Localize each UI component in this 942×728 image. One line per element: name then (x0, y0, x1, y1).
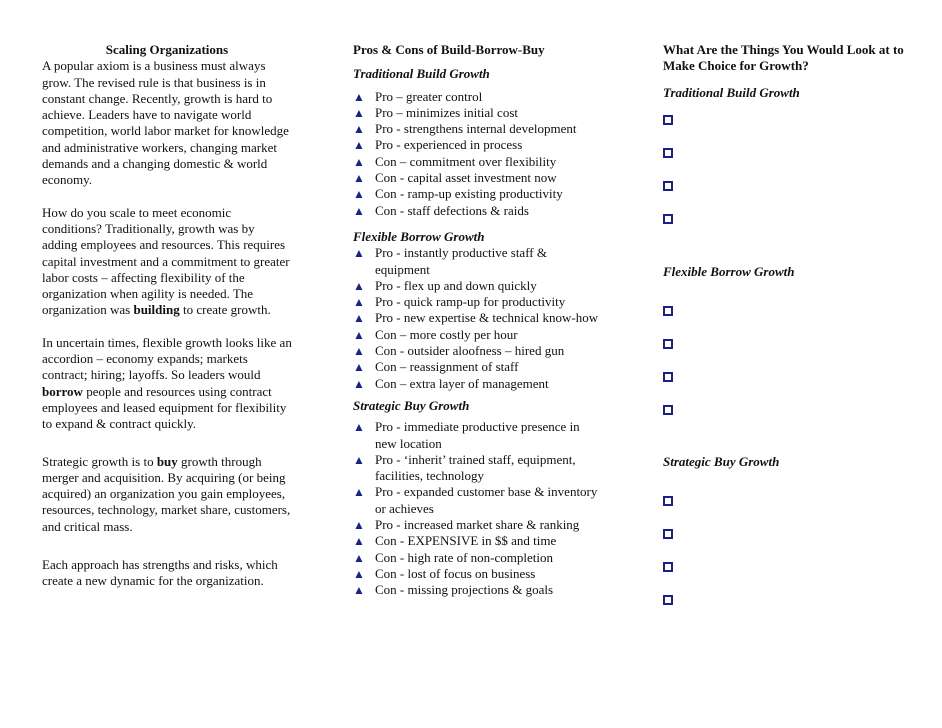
text: people and resources using contract employees and leased equipment for flexibility to expand & contract quickly. (42, 383, 287, 432)
bullet-text: Pro - instantly productive staff & equipment (375, 245, 547, 277)
buy-list (353, 419, 603, 598)
text: Strategic growth is to (42, 453, 157, 469)
triangle-bullet-icon: ▲ (353, 376, 365, 391)
bullet-item (353, 533, 603, 549)
bullet-item (353, 343, 603, 359)
bullet-item (353, 376, 603, 392)
bullet-text: Pro - new expertise & technical know-how (375, 310, 599, 326)
triangle-bullet-icon: ▲ (353, 138, 365, 153)
column-title: What Are the Things You Would Look at to Make Choice for Growth? (663, 42, 904, 74)
bullet-text: Con - capital asset investment now (375, 170, 557, 186)
square-bullet-icon (663, 214, 673, 224)
triangle-bullet-icon: ▲ (353, 583, 365, 598)
bullet-text: Con – extra layer of management (375, 375, 549, 391)
triangle-bullet-icon: ▲ (353, 89, 365, 104)
buy-section-title: Strategic Buy Growth (353, 397, 470, 413)
bullet-text: Pro - immediate productive presence in new location (375, 419, 580, 451)
blank-bullet-item (663, 523, 913, 556)
square-bullet-icon (663, 148, 673, 158)
triangle-bullet-icon: ▲ (353, 452, 365, 467)
bullet-item (353, 137, 603, 153)
bullet-text: Con - lost of focus on business (375, 565, 536, 581)
bullet-item (353, 278, 603, 294)
triangle-bullet-icon: ▲ (353, 485, 365, 500)
bullet-item (353, 154, 603, 170)
bullet-text: Pro - increased market share & ranking (375, 517, 580, 533)
triangle-bullet-icon: ▲ (353, 566, 365, 581)
build-section-title: Traditional Build Growth (663, 84, 800, 100)
triangle-bullet-icon: ▲ (353, 171, 365, 186)
triangle-bullet-icon: ▲ (353, 105, 365, 120)
triangle-bullet-icon: ▲ (353, 122, 365, 137)
triangle-bullet-icon: ▲ (353, 311, 365, 326)
bullet-item (353, 582, 603, 598)
square-bullet-icon (663, 405, 673, 415)
scaling-organizations-column (42, 42, 292, 590)
bullet-item (353, 170, 603, 186)
borrow-section-title: Flexible Borrow Growth (663, 263, 795, 279)
bullet-item (353, 484, 603, 517)
bullet-item (353, 89, 603, 105)
bullet-text: Pro – greater control (375, 88, 483, 104)
pros-cons-column (353, 42, 603, 599)
borrow-blank-items (663, 300, 913, 432)
bullet-item (353, 186, 603, 202)
bullet-text: Con – more costly per hour (375, 326, 518, 342)
bullet-text: Pro – minimizes initial cost (375, 104, 518, 120)
bullet-item (353, 359, 603, 375)
triangle-bullet-icon: ▲ (353, 518, 365, 533)
square-bullet-icon (663, 595, 673, 605)
blank-bullet-item (663, 490, 913, 523)
bullet-text: Con - staff defections & raids (375, 202, 529, 218)
text: How do you scale to meet economic conditions? Traditionally, growth was by adding employees and resources. This requires capital investment and a commitment to greater labor costs – affecting flexibility of the organization when agility is needed. The organization was (42, 204, 290, 318)
bullet-text: Con - missing projections & goals (375, 582, 554, 598)
triangle-bullet-icon: ▲ (353, 550, 365, 565)
bullet-text: Pro - expanded customer base & inventory or achieves (375, 484, 598, 516)
build-list (353, 89, 603, 219)
bullet-text: Pro - strengthens internal development (375, 121, 577, 137)
build-blank-items (663, 109, 913, 241)
bullet-text: Pro - ‘inherit’ trained staff, equipment, facilities, technology (375, 451, 576, 484)
bullet-text: Con – reassignment of staff (375, 359, 519, 375)
square-bullet-icon (663, 181, 673, 191)
bullet-text: Con - EXPENSIVE in $$ and time (375, 533, 557, 549)
blank-bullet-item (663, 175, 913, 208)
square-bullet-icon (663, 306, 673, 316)
bullet-text: Con - high rate of non-completion (375, 549, 553, 565)
keyword-borrow: borrow (42, 383, 83, 399)
bullet-item (353, 310, 603, 326)
keyword-building: building (133, 302, 180, 318)
bullet-item (353, 245, 603, 278)
text: In uncertain times, flexible growth looks like an accordion – economy expands; markets contract; hiring; layoffs. So leaders would (42, 334, 292, 383)
bullet-item (353, 419, 603, 452)
triangle-bullet-icon: ▲ (353, 295, 365, 310)
buy-paragraph (42, 454, 292, 535)
bullet-item (353, 294, 603, 310)
keyword-buy: buy (156, 453, 178, 469)
bullet-text: Pro - experienced in process (375, 137, 523, 153)
bullet-text: Con – commitment over flexibility (375, 153, 557, 169)
triangle-bullet-icon: ▲ (353, 154, 365, 169)
bullet-text: Con - outsider aloofness – hired gun (375, 343, 565, 359)
bullet-text: Pro - flex up and down quickly (375, 277, 537, 293)
buy-blank-items (663, 490, 913, 622)
bullet-item (353, 452, 603, 485)
choice-considerations-column (663, 42, 913, 622)
triangle-bullet-icon: ▲ (353, 278, 365, 293)
text: growth through merger and acquisition. By acquiring (or being acquired) an organization you gain employees, resources, technology, market share, customers, and critical mass. (42, 453, 291, 534)
column-title: Pros & Cons of Build-Borrow-Buy (353, 42, 545, 57)
bullet-item (353, 550, 603, 566)
triangle-bullet-icon: ▲ (353, 187, 365, 202)
bullet-item (353, 203, 603, 219)
borrow-section-title: Flexible Borrow Growth (353, 228, 485, 244)
triangle-bullet-icon: ▲ (353, 344, 365, 359)
triangle-bullet-icon: ▲ (353, 534, 365, 549)
blank-bullet-item (663, 556, 913, 589)
closing-paragraph: Each approach has strengths and risks, which create a new dynamic for the organization. (42, 557, 278, 589)
blank-bullet-item (663, 333, 913, 366)
triangle-bullet-icon: ▲ (353, 203, 365, 218)
square-bullet-icon (663, 496, 673, 506)
blank-bullet-item (663, 399, 913, 432)
square-bullet-icon (663, 529, 673, 539)
triangle-bullet-icon: ▲ (353, 327, 365, 342)
borrow-list (353, 245, 603, 392)
build-paragraph (42, 205, 292, 319)
square-bullet-icon (663, 115, 673, 125)
bullet-item (353, 121, 603, 137)
square-bullet-icon (663, 339, 673, 349)
blank-bullet-item (663, 300, 913, 333)
blank-bullet-item (663, 589, 913, 622)
bullet-item (353, 105, 603, 121)
bullet-item (353, 566, 603, 582)
triangle-bullet-icon: ▲ (353, 420, 365, 435)
bullet-text: Con - ramp-up existing productivity (375, 186, 563, 202)
triangle-bullet-icon: ▲ (353, 360, 365, 375)
intro-paragraph: A popular axiom is a business must always grow. The revised rule is that business is in constant change. Recently, growth is hard to achieve. Leaders have to navigate world competition, world labor market for knowledge and administrative workers, changing market demands and a changing domestic & world economy. (42, 58, 289, 188)
bullet-text: Pro - quick ramp-up for productivity (375, 294, 566, 310)
borrow-paragraph (42, 335, 292, 433)
buy-section-title: Strategic Buy Growth (663, 454, 780, 470)
square-bullet-icon (663, 372, 673, 382)
build-section-title: Traditional Build Growth (353, 66, 490, 82)
bullet-item (353, 517, 603, 533)
blank-bullet-item (663, 142, 913, 175)
text: to create growth. (179, 302, 271, 318)
blank-bullet-item (663, 208, 913, 241)
triangle-bullet-icon: ▲ (353, 246, 365, 261)
bullet-item (353, 327, 603, 343)
blank-bullet-item (663, 366, 913, 399)
blank-bullet-item (663, 109, 913, 142)
column-title: Scaling Organizations (105, 42, 229, 57)
square-bullet-icon (663, 562, 673, 572)
